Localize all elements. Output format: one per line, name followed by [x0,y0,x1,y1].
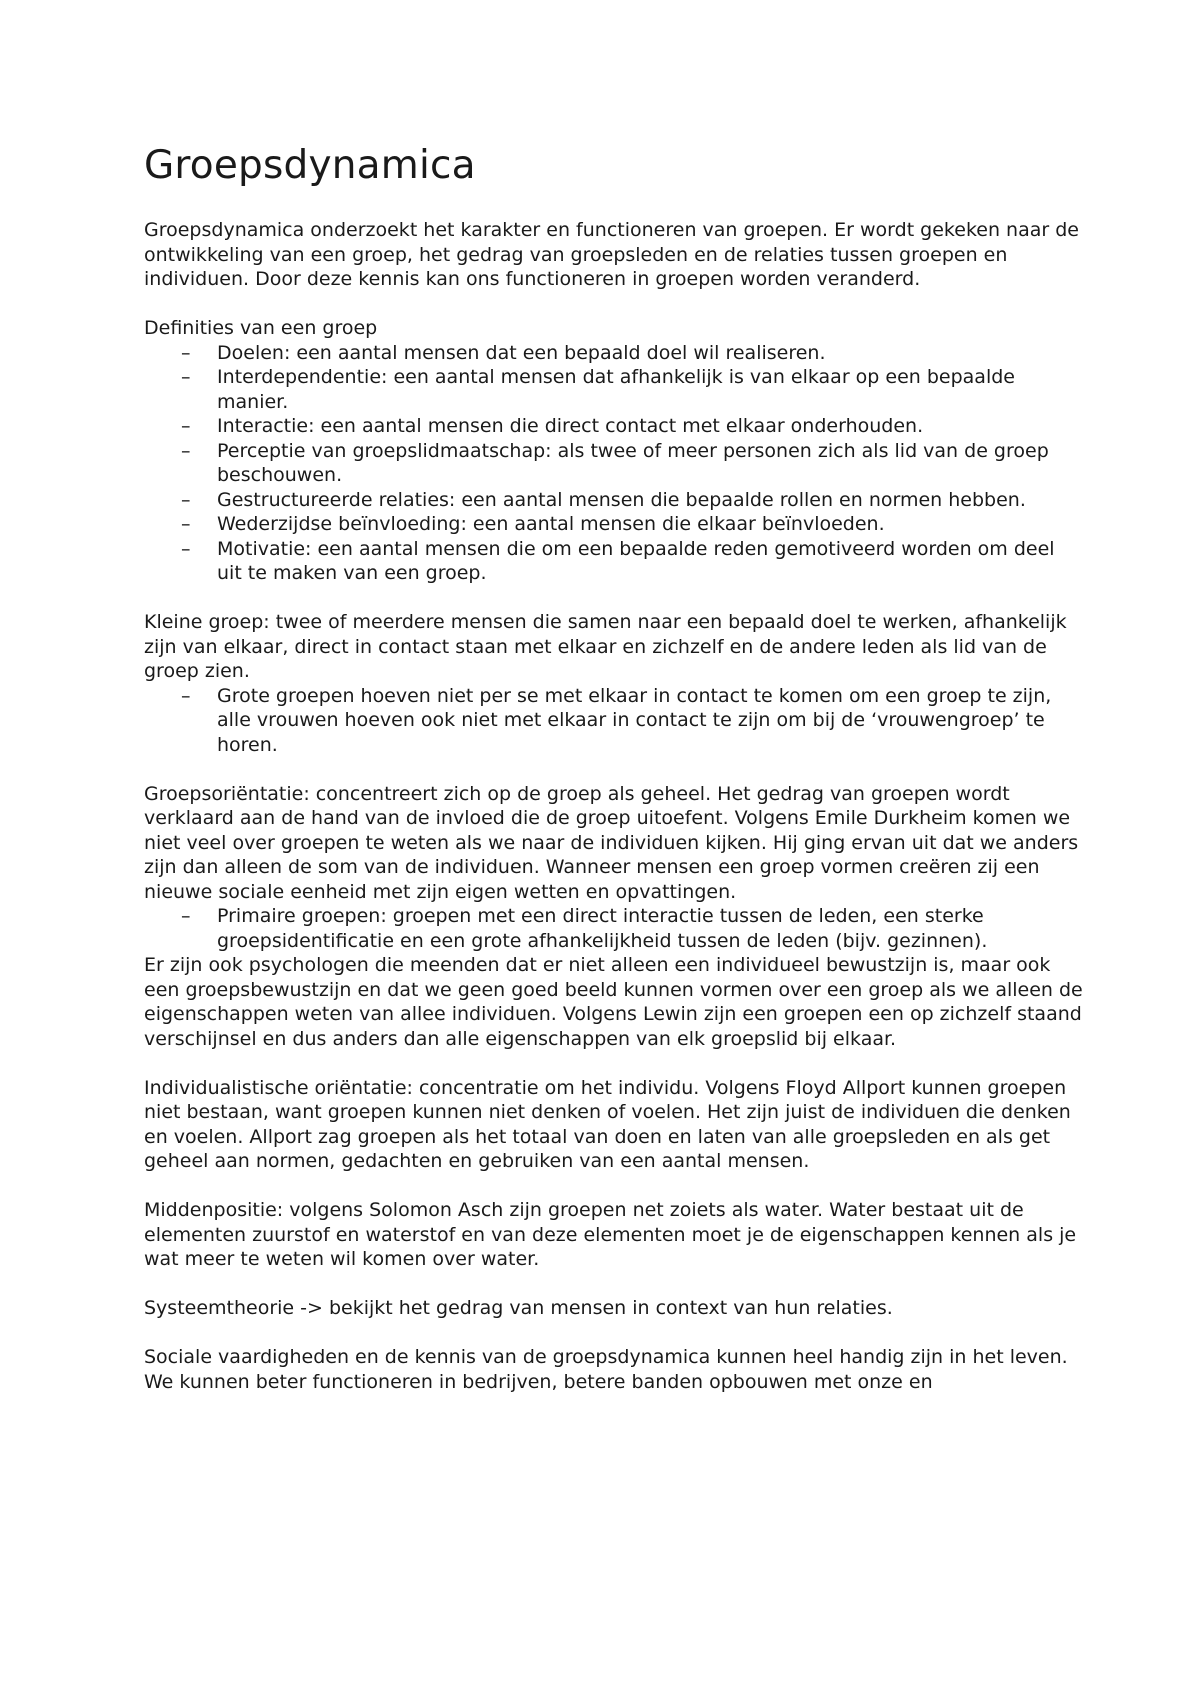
list-item: – Interactie: een aantal mensen die direct contact met elkaar onderhouden. [217,414,1084,439]
definitions-list [144,341,1084,586]
list-item: – Motivatie: een aantal mensen die om een bepaalde reden gemotiveerd worden om deel uit te maken van een groep. [217,537,1084,586]
group-orientation-list [144,904,1084,953]
intro-paragraph: Groepsdynamica onderzoekt het karakter en functioneren van groepen. Er wordt gekeken naar de ontwikkeling van een groep, het gedrag van groepsleden en de relaties tussen groepen en individuen. Door deze kennis kan ons functioneren in groepen worden veranderd. [144,219,1079,290]
document-page [144,138,1084,1394]
group-orientation-continuation: Er zijn ook psychologen die meenden dat er niet alleen een individueel bewustzijn is, maar ook een groepsbewustzijn en dat we geen goed beeld kunnen vormen over een groep als we alleen de eigenschappen weten van allee individuen. Volgens Lewin zijn een groepen een op zichzelf staand verschijnsel en dus anders dan alle eigenschappen van elk groepslid bij elkaar. [144,954,1083,1050]
social-skills-paragraph: Sociale vaardigheden en de kennis van de groepsdynamica kunnen heel handig zijn in het leven. We kunnen beter functioneren in bedrijven, betere banden opbouwen met onze en [144,1346,1068,1393]
individualistic-paragraph: Individualistische oriëntatie: concentratie om het individu. Volgens Floyd Allport kunnen groepen niet bestaan, want groepen kunnen niet denken of voelen. Het zijn juist de individuen die denken en voelen. Allport zag groepen als het totaal van doen en laten van alle groepsleden en als get geheel aan normen, gedachten en gebruiken van een aantal mensen. [144,1076,1071,1172]
list-item: – Grote groepen hoeven niet per se met elkaar in contact te komen om een groep te zijn, alle vrouwen hoeven ook niet met elkaar in contact te zijn om bij de ‘vrouwengroep’ te horen. [217,684,1084,758]
small-group-paragraph: Kleine groep: twee of meerdere mensen die samen naar een bepaald doel te werken, afhankelijk zijn van elkaar, direct in contact staan met elkaar en zichzelf en de andere leden als lid van de groep zien. [144,611,1067,682]
middle-position-paragraph: Middenpositie: volgens Solomon Asch zijn groepen net zoiets als water. Water bestaat uit de elementen zuurstof en waterstof en van deze elementen moet je de eigenschappen kennen als je wat meer te weten wil komen over water. [144,1199,1077,1270]
list-item: – Gestructureerde relaties: een aantal mensen die bepaalde rollen en normen hebben. [217,488,1084,513]
small-group-list [144,684,1084,758]
system-theory-paragraph: Systeemtheorie -> bekijkt het gedrag van mensen in context van hun relaties. [144,1297,893,1319]
list-item: – Primaire groepen: groepen met een direct interactie tussen de leden, een sterke groepsidentificatie en een grote afhankelijkheid tussen de leden (bijv. gezinnen). [217,904,1084,953]
list-item: – Doelen: een aantal mensen dat een bepaald doel wil realiseren. [217,341,1084,366]
list-item: – Perceptie van groepslidmaatschap: als twee of meer personen zich als lid van de groep beschouwen. [217,439,1084,488]
list-item: – Wederzijdse beïnvloeding: een aantal mensen die elkaar beïnvloeden. [217,512,1084,537]
list-item: – Interdependentie: een aantal mensen dat afhankelijk is van elkaar op een bepaalde manier. [217,365,1084,414]
definitions-heading: Definities van een groep [144,317,378,339]
document-title: Groepsdynamica [144,143,476,188]
group-orientation-paragraph: Groepsoriëntatie: concentreert zich op de groep als geheel. Het gedrag van groepen wordt verklaard aan de hand van de invloed die de groep uitoefent. Volgens Emile Durkheim komen we niet veel over groepen te weten als we naar de individuen kijken. Hij ging ervan uit dat we anders zijn dan alleen de som van de individuen. Wanneer mensen een groep vormen creëren zij een nieuwe sociale eenheid met zijn eigen wetten en opvattingen. [144,782,1079,903]
